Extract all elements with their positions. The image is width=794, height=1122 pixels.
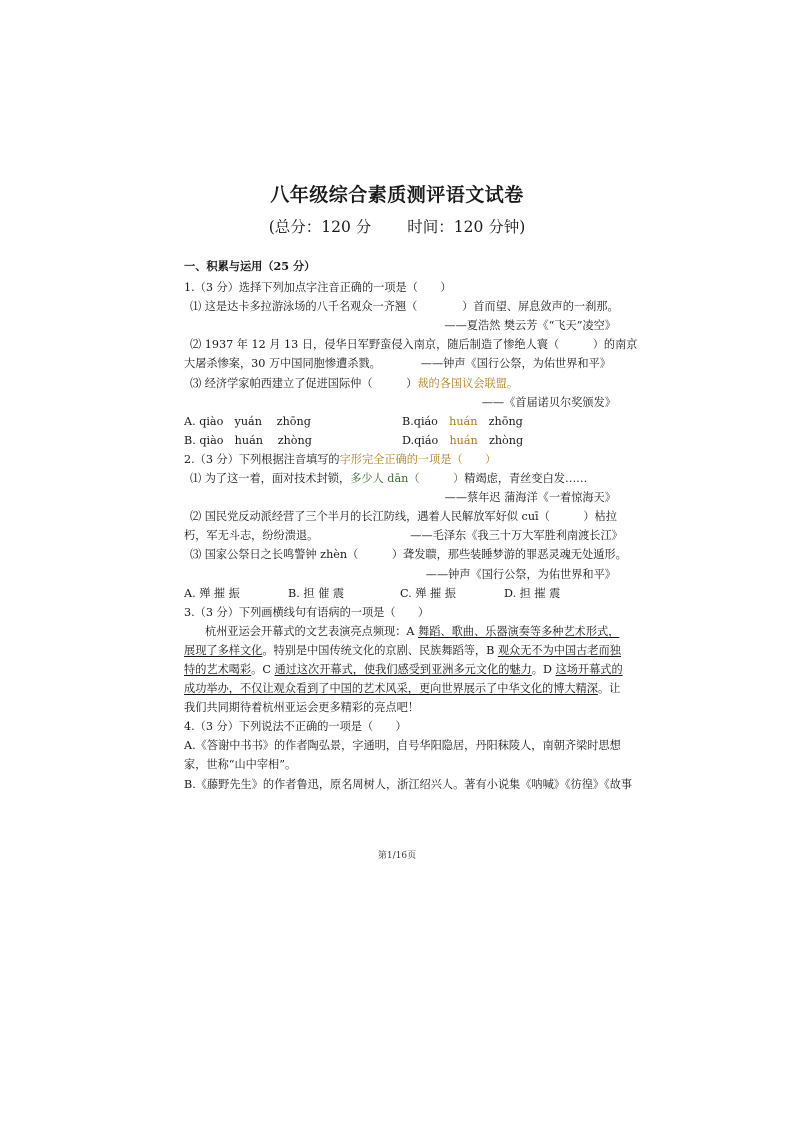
q1-option-c: B. qiào huán zhòng [184,433,312,447]
q2-option-a: A. 殚 摧 振 [184,586,240,600]
q3-underline-a2: 展现了多样文化 [184,643,263,657]
q1-item2-line2 [184,354,616,373]
q2-item3-source: ——钟声《国行公祭，为佑世界和平》 [425,567,616,581]
q2-options [184,584,616,603]
q1-options-row1 [184,412,616,431]
q3-underline-d2: 成功举办，不仅让观众看到了中国的艺术风采，更向世界展示了中华文化的博大精深 [184,682,598,696]
q1-option-d-mid: huán [449,433,478,447]
exam-title: 八年级综合素质测评语文试卷 [270,184,524,206]
q2-item1-post: 精竭虑，青丝变白发…… [464,472,588,486]
q1-item2-line1: ⑵ 1937 年 12 月 13 日，侵华日军野蛮侵入南京，随后制造了惨绝人寰（ ）的南京 [190,338,638,352]
q1-option-d-pre: D.qiáo [402,433,450,447]
q2-option-d: D. 担 摧 震 [504,586,561,600]
q1-item3-source: ——《首届诺贝尔奖颁发》 [481,395,616,409]
q1-item3-pre: ⑶ 经济学家帕西建立了促进国际仲（ ） [190,376,418,390]
q3-para-line3 [184,660,623,679]
q1-option-b-pre: B.qiáo [402,414,450,428]
q2-item2-source: ——毛泽东《我三十万大军胜利南渡长江》 [410,529,623,543]
q2-item1-source: ——蔡年迟 蒲海洋《一着惊海天》 [444,491,616,505]
q4-option-a-line1: A.《答谢中书书》的作者陶弘景，字通明，自号华阳隐居，丹阳秣陵人，南朝齐梁时思想 [184,739,621,753]
q3-text: 杭州亚运会开幕式的文艺表演亮点频现：A [205,624,419,638]
q3-underline-b2: 特的艺术喝彩 [184,662,252,676]
q4-option-b-line1: B.《藤野先生》的作者鲁迅，原名周树人，浙江绍兴人。著有小说集《呐喊》《彷徨》《故事 [184,777,633,791]
q1-option-b [402,412,523,431]
q3-para-line1 [184,622,620,641]
q1-item3-post: 裁的各国议会联盟。 [417,376,519,390]
q4-stem: 4.（3 分）下列说法不正确的一项是（ ） [184,720,407,734]
q3-text-d: 。D [531,662,556,676]
exam-content [184,257,638,794]
q3-underline-c: 通过这次开幕式，使我们感受到亚洲多元文化的魅力 [274,662,532,676]
q3-underline-d: 这场开幕式的 [555,662,623,676]
q3-para-line2 [184,641,621,660]
q3-para-line4 [184,679,621,698]
section-heading: 一、积累与运用（25 分） [184,259,316,273]
q2-item1-mid: 多少人 dān（ ） [350,472,465,486]
q1-item1: ⑴ 这是达卡多拉游泳场的八千名观众一齐翘（ ）首而望、屏息敛声的一刹那。 [190,300,619,314]
q1-item1-source: ——夏浩然 樊云芳《“飞天”凌空》 [444,319,616,333]
page-number: 第1/16页 [377,851,417,861]
q2-option-c: C. 殚 摧 振 [400,586,456,600]
q2-stem-pre: 2.（3 分）下列根据注音填写的 [184,452,340,466]
q1-stem: 1.（3 分）选择下列加点字注音正确的一项是（ ） [184,281,452,295]
q1-item3 [184,374,616,393]
q2-item2-line2 [184,526,623,545]
q1-option-b-mid: huán [449,414,478,428]
q1-item2-source: ——钟声《国行公祭，为佑世界和平》 [420,357,611,371]
q1-option-d [402,431,523,450]
q3-text-b: 。特别是中国传统文化的京剧、民族舞蹈等，B [262,643,498,657]
q1-item2-text: 大屠杀惨案，30 万中国同胞惨遭杀戮。 [184,357,381,371]
q2-item3: ⑶ 国家公祭日之长鸣警钟 zhèn（ ）聋发聩，那些装睡梦游的罪恶灵魂无处遁形。 [190,548,627,562]
exam-time: 时间：120 分钟) [407,218,526,236]
exam-subtitle [0,215,794,237]
q3-text-end: 。让 [597,682,621,696]
q2-stem [184,450,616,469]
q2-option-b: B. 担 催 震 [288,586,345,600]
q2-item1-pre: ⑴ 为了这一着，面对技术封锁， [190,472,351,486]
q2-item2-line1: ⑵ 国民党反动派经营了三个半月的长江防线，遇着人民解放军好似 cuī（ ）枯拉 [190,510,617,524]
total-score: (总分：120 分 [268,218,372,236]
q4-option-a-line2: 家，世称“山中宰相”。 [184,758,297,772]
q1-option-d-post: zhòng [477,433,524,447]
q2-item2-text: 朽，军无斗志，纷纷溃退。 [184,529,319,543]
q3-underline-a: 舞蹈、歌曲、乐器演奏等多种艺术形式， [418,624,620,638]
q3-text-c: 。C [251,662,275,676]
q2-item1 [184,469,616,488]
q2-stem-mid: 字形完全正确的一项是（ ） [339,452,497,466]
q3-underline-b: 观众无不为中国古老而独 [497,643,621,657]
q1-options-row2 [184,431,616,450]
q3-para-line5: 我们共同期待着杭州亚运会更多精彩的亮点吧！ [184,701,419,715]
q1-option-b-post: zhōng [477,414,523,428]
q1-option-a: A. qiào yuán zhōng [184,414,311,428]
q3-stem: 3.（3 分）下列画横线句有语病的一项是（ ） [184,605,430,619]
